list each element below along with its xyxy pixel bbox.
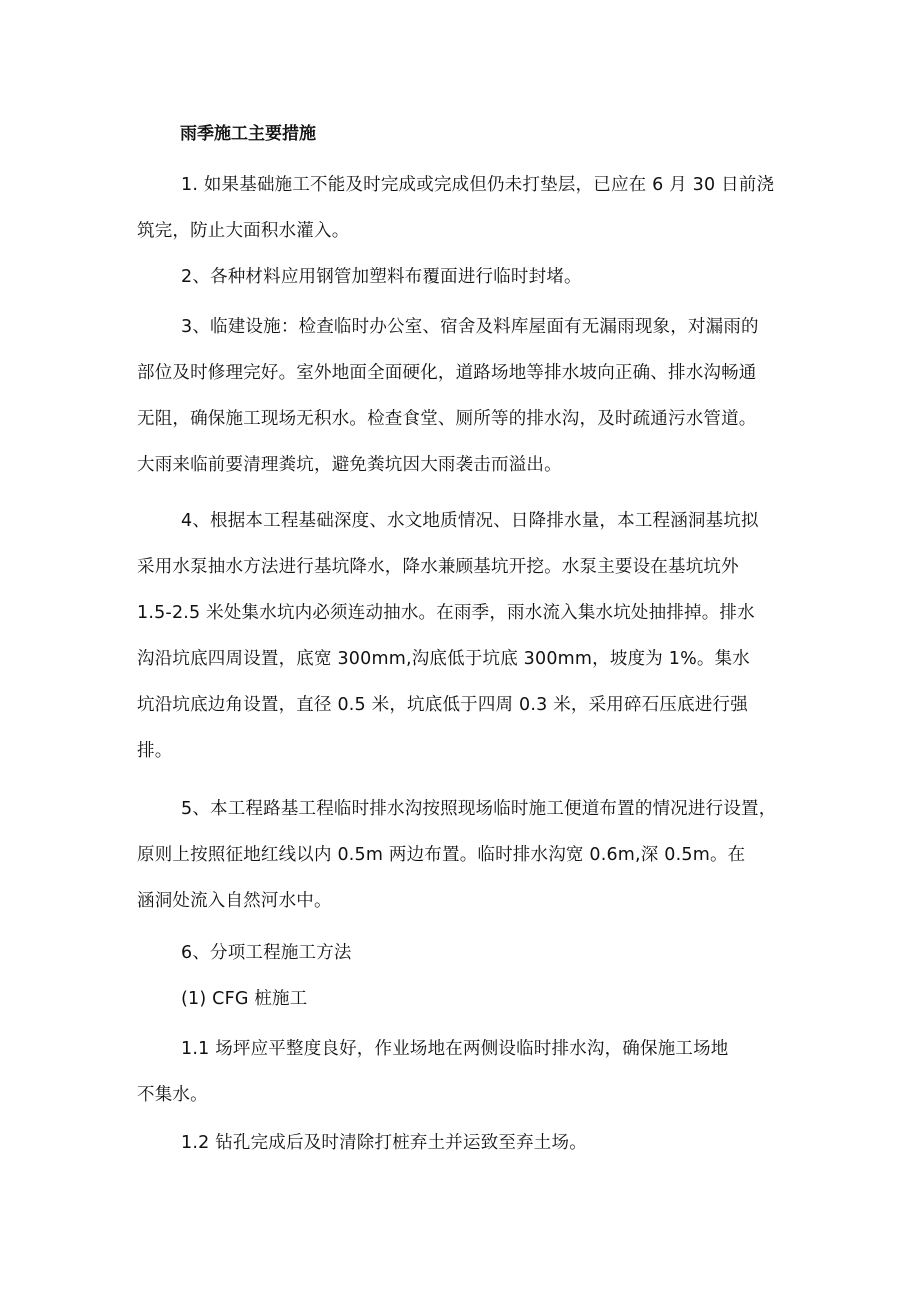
paragraph-7 [137,976,787,1022]
paragraph-line: 大雨来临前要清理粪坑，避免粪坑因大雨袭击而溢出。 [137,455,562,475]
paragraph-3 [137,304,787,488]
paragraph-8 [137,1026,787,1118]
paragraph-line: 1.2 钻孔完成后及时清除打桩弃土并运致至弃土场。 [181,1133,587,1153]
paragraph-line: 5、本工程路基工程临时排水沟按照现场临时施工便道布置的情况进行设置， [181,799,777,819]
paragraph-line: 2、各种材料应用钢管加塑料布覆面进行临时封堵。 [181,267,582,287]
paragraph-line: 1. 如果基础施工不能及时完成或完成但仍未打垫层，已应在 6 月 30 日前浇 [181,175,775,195]
document-title: 雨季施工主要措施 [180,124,316,144]
paragraph-line: 采用水泵抽水方法进行基坑降水，降水兼顾基坑开挖。水泵主要设在基坑坑外 [137,557,739,577]
paragraph-line: 筑完，防止大面积水灌入。 [137,221,350,241]
paragraph-4 [137,498,787,774]
paragraph-9 [137,1120,787,1166]
paragraph-line: 1.5-2.5 米处集水坑内必须连动抽水。在雨季，雨水流入集水坑处抽排掉。排水 [137,603,755,623]
paragraph-line: 1.1 场坪应平整度良好，作业场地在两侧设临时排水沟，确保施工场地 [181,1039,729,1059]
paragraph-5 [137,786,787,924]
paragraph-line: 部位及时修理完好。室外地面全面硬化，道路场地等排水坡向正确、排水沟畅通 [137,363,757,383]
paragraph-1 [137,162,787,254]
paragraph-line: (1) CFG 桩施工 [181,989,308,1009]
paragraph-line: 无阻，确保施工现场无积水。检查食堂、厕所等的排水沟，及时疏通污水管道。 [137,409,757,429]
paragraph-line: 沟沿坑底四周设置，底宽 300mm,沟底低于坑底 300mm，坡度为 1%。集水 [137,649,751,669]
paragraph-line: 坑沿坑底边角设置，直径 0.5 米，坑底低于四周 0.3 米，采用碎石压底进行强 [137,695,748,715]
paragraph-line: 6、分项工程施工方法 [181,943,352,963]
paragraph-line: 3、临建设施：检查临时办公室、宿舍及料库屋面有无漏雨现象，对漏雨的 [181,317,759,337]
paragraph-line: 4、根据本工程基础深度、水文地质情况、日降排水量，本工程涵洞基坑拟 [181,511,759,531]
paragraph-line: 不集水。 [137,1085,208,1105]
paragraph-2 [137,254,787,300]
paragraph-line: 涵洞处流入自然河水中。 [137,891,332,911]
paragraph-6 [137,930,787,976]
paragraph-line: 原则上按照征地红线以内 0.5m 两边布置。临时排水沟宽 0.6m,深 0.5m。在 [137,845,746,865]
paragraph-line: 排。 [137,741,173,761]
